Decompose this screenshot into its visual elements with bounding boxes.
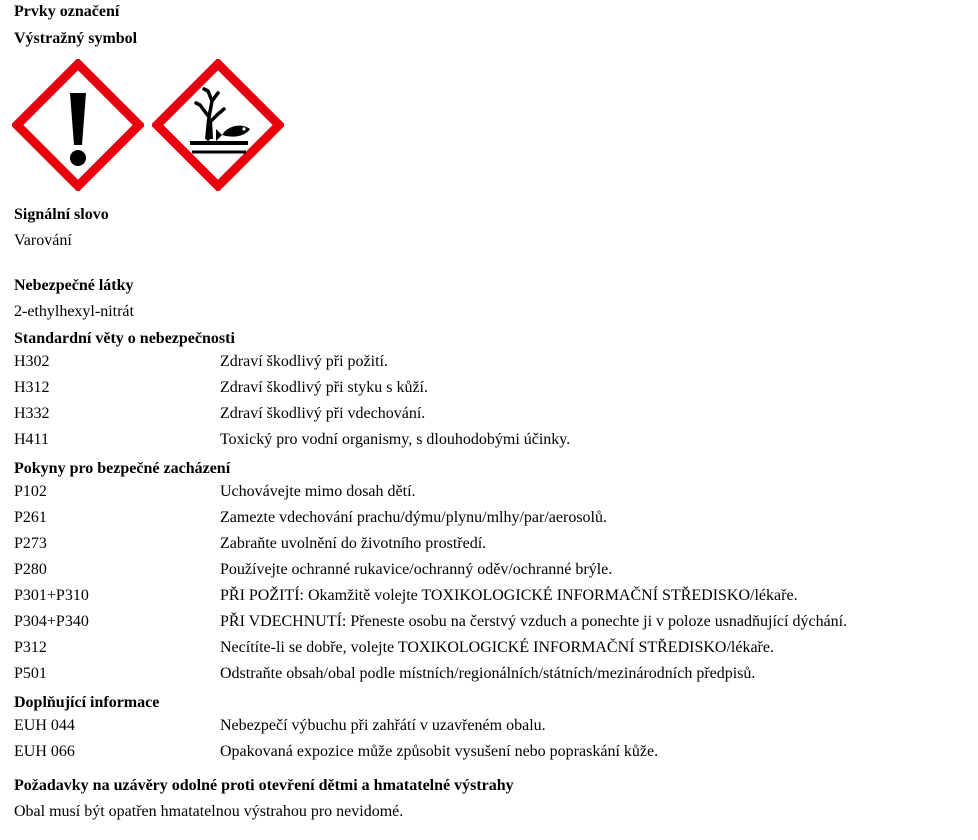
statement-row — [14, 531, 964, 557]
signal-word-heading: Signální slovo — [14, 206, 109, 223]
precautionary-statements-heading: Pokyny pro bezpečné zacházení — [14, 460, 231, 477]
label-elements-document — [14, 0, 964, 822]
statement-text: Opakovaná expozice může způsobit vysušení nebo popraskání kůže. — [220, 743, 659, 760]
statement-code: P261 — [14, 509, 47, 526]
statement-row — [14, 375, 964, 401]
precautionary-statements-list — [14, 479, 964, 687]
statement-code: P273 — [14, 535, 47, 552]
statement-code: P304+P340 — [14, 613, 89, 630]
statement-row — [14, 583, 964, 609]
supplementary-info-list — [14, 713, 964, 765]
child-resistant-heading: Požadavky na uzávěry odolné proti otevření dětmi a hmatatelné výstrahy — [14, 777, 514, 794]
hazard-statements-list — [14, 349, 964, 453]
statement-row — [14, 505, 964, 531]
statement-code: P280 — [14, 561, 47, 578]
statement-row — [14, 401, 964, 427]
statement-row — [14, 635, 964, 661]
supplementary-info-heading: Doplňující informace — [14, 694, 160, 711]
statement-row — [14, 479, 964, 505]
hazardous-substances-heading: Nebezpečné látky — [14, 277, 134, 294]
signal-word-value: Varování — [14, 232, 72, 249]
section-title: Prvky označení — [14, 3, 120, 20]
statement-row — [14, 349, 964, 375]
statement-text: Používejte ochranné rukavice/ochranný oděv/ochranné brýle. — [220, 561, 613, 578]
statement-row — [14, 739, 964, 765]
statement-row — [14, 609, 964, 635]
statement-row — [14, 427, 964, 453]
hazardous-substances-value: 2-ethylhexyl-nitrát — [14, 303, 134, 320]
statement-code: P301+P310 — [14, 587, 89, 604]
statement-text: Zdraví škodlivý při styku s kůží. — [220, 379, 428, 396]
statement-text: Zdraví škodlivý při vdechování. — [220, 405, 426, 422]
statement-code: P102 — [14, 483, 47, 500]
statement-code: P501 — [14, 665, 47, 682]
statement-text: PŘI VDECHNUTÍ: Přeneste osobu na čerstvý vzduch a ponechte ji v poloze usnadňující dýchání. — [220, 613, 848, 630]
statement-code: P312 — [14, 639, 47, 656]
statement-code: H332 — [14, 405, 50, 422]
statement-code: EUH 044 — [14, 717, 75, 734]
statement-code: H411 — [14, 431, 49, 448]
hazard-statements-heading: Standardní věty o nebezpečnosti — [14, 330, 235, 347]
statement-code: EUH 066 — [14, 743, 75, 760]
statement-text: Zdraví škodlivý při požití. — [220, 353, 388, 370]
warning-symbol-heading: Výstražný symbol — [14, 30, 138, 47]
child-resistant-text: Obal musí být opatřen hmatatelnou výstrahou pro nevidomé. — [14, 803, 404, 820]
statement-code: H312 — [14, 379, 50, 396]
pictogram-row — [12, 59, 964, 191]
statement-text: PŘI POŽITÍ: Okamžitě volejte TOXIKOLOGICKÉ INFORMAČNÍ STŘEDISKO/lékaře. — [220, 587, 798, 604]
statement-row — [14, 713, 964, 739]
statement-text: Zamezte vdechování prachu/dýmu/plynu/mlhy/par/aerosolů. — [220, 509, 607, 526]
environment-hazard-icon — [152, 59, 284, 191]
statement-text: Odstraňte obsah/obal podle místních/regionálních/státních/mezinárodních předpisů. — [220, 665, 756, 682]
statement-row — [14, 661, 964, 687]
statement-row — [14, 557, 964, 583]
statement-text: Toxický pro vodní organismy, s dlouhodobými účinky. — [220, 431, 571, 448]
statement-text: Nebezpečí výbuchu při zahřátí v uzavřeném obalu. — [220, 717, 546, 734]
statement-text: Zabraňte uvolnění do životního prostředí. — [220, 535, 487, 552]
statement-text: Necítíte-li se dobře, volejte TOXIKOLOGICKÉ INFORMAČNÍ STŘEDISKO/lékaře. — [220, 639, 774, 656]
exclamation-mark-icon — [12, 59, 144, 191]
statement-text: Uchovávejte mimo dosah dětí. — [220, 483, 416, 500]
statement-code: H302 — [14, 353, 50, 370]
